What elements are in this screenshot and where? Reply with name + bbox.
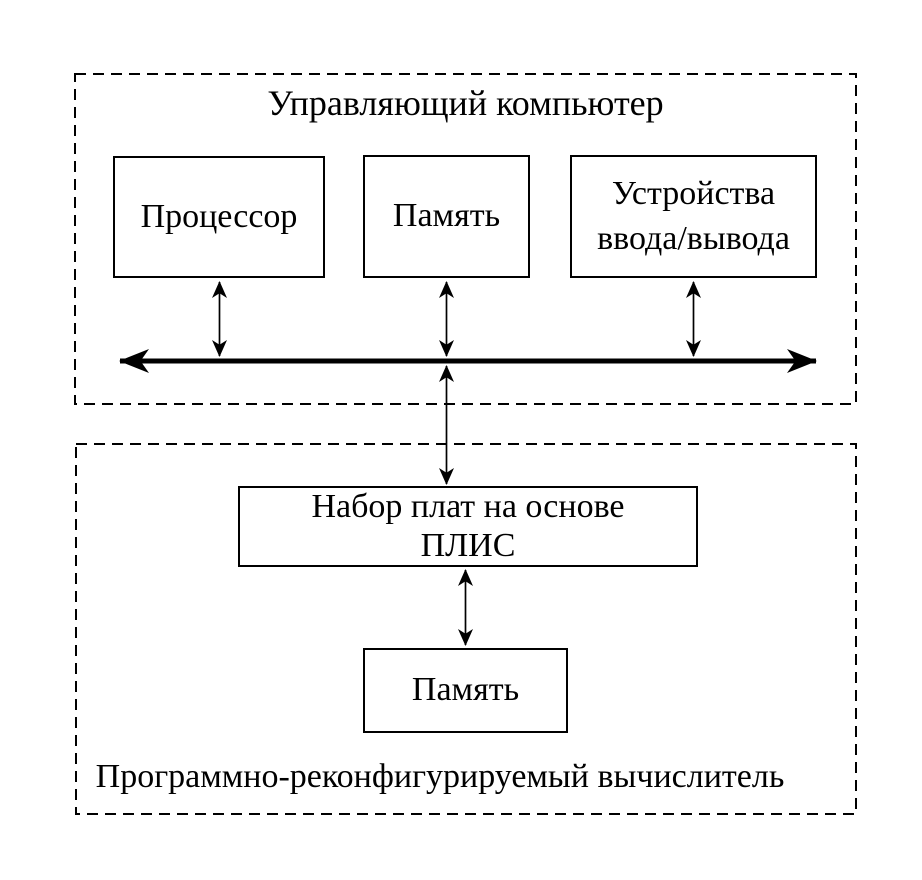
fpga-board-set-label-line2: ПЛИС [420,526,516,564]
reconfigurable-computer-group-label: Программно-реконфигурируемый вычислитель [95,758,785,795]
reconfigurable-memory-label: Память [411,671,520,709]
fpga-board-set-label-line1: Набор плат на основе [311,487,625,525]
fpga-board-set-box [238,486,698,567]
io-devices-box [570,155,817,278]
io-devices-label [597,172,790,262]
io-devices-label-line1: Устройства [611,174,776,212]
processor-label: Процессор [140,197,298,235]
reconfigurable-memory-box [363,648,568,733]
processor-box [113,156,325,278]
control-computer-group-label: Управляющий компьютер [267,83,664,123]
control-memory-box [363,155,530,278]
control-memory-label: Память [392,197,501,235]
io-devices-label-line2: ввода/вывода [597,219,790,257]
fpga-board-set-label [311,488,624,566]
